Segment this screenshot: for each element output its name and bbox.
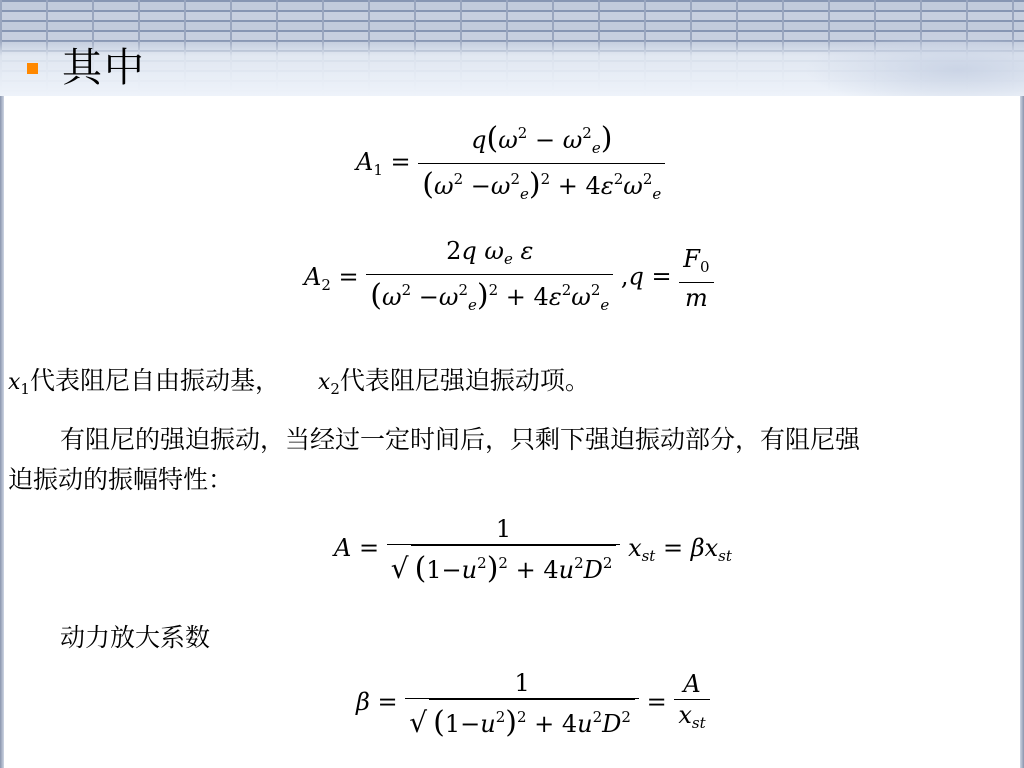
slide-content (4, 96, 1020, 768)
slide-title: 其中 (62, 45, 146, 91)
equation-beta-denominator: √ $(1-u^2)^2 + 4u^2D^2$ (405, 699, 639, 739)
text-x1-x2 (8, 363, 590, 407)
symbol-x2: $x_2$ (317, 370, 340, 398)
equation-amplitude-numerator: 1 (387, 514, 621, 545)
equation-beta-rhs-denominator: $x_{st}$ (678, 701, 706, 732)
slide-header (0, 0, 1024, 96)
slide-frame-right (1020, 96, 1024, 768)
text-x1-desc: 代表阻尼自由振动基， (29, 366, 280, 395)
equation-beta: β = $\frac{1}{√ (1-u^2)^2 + 4u^2D^2}$ = $\frac{A}{x_{st}}$ (356, 668, 710, 739)
equation-amplitude-denominator: √ $(1-u^2)^2 + 4u^2D^2$ (387, 545, 621, 585)
paragraph-line-2: 迫振动的振幅特性： (8, 465, 234, 494)
equation-q-fraction (679, 244, 713, 313)
equation-beta-rhs-fraction (674, 669, 709, 738)
equation-amplitude-fraction (387, 514, 621, 585)
equation-beta-rhs-numerator: A (674, 669, 709, 700)
equation-a1-fraction (418, 118, 665, 209)
equation-beta-numerator: 1 (405, 668, 639, 699)
symbol-x1: $x_1$ (8, 370, 30, 398)
equation-q-denominator: m (685, 283, 708, 312)
equation-a2-denominator: $(\omega^2 -\omega^2_e)^2 + 4\varepsilon^2\omega^2_e$ (370, 278, 610, 314)
equation-beta-fraction (405, 668, 639, 739)
equation-q-numerator: $F_0$ (679, 244, 713, 283)
equation-a2: $A_2$ = $\frac{2q \omega_e \varepsilon}{(\omega^2 -\omega^2_e)^2 + 4\varepsilon^2\omega^2_e}$ ,q = $\frac{F_0}{m}$ (304, 236, 714, 320)
equation-amplitude: A = $\frac{1}{√ (1-u^2)^2 + 4u^2D^2}$ $x_{st} = \beta x_{st}$ (334, 515, 732, 586)
bullet-icon (27, 63, 38, 74)
paragraph-line-1: 有阻尼的强迫振动，当经过一定时间后，只剩下强迫振动部分，有阻尼强 (60, 425, 861, 454)
text-x2-desc: 代表阻尼强迫振动项。 (339, 366, 590, 395)
equation-a1-denominator: $(\omega^2 -\omega^2_e)^2 + 4\varepsilon^2\omega^2_e$ (422, 167, 662, 203)
equation-a2-fraction (366, 236, 613, 320)
dynamic-factor-label: 动力放大系数 (60, 623, 211, 652)
equation-a1-numerator: $q(\omega^2 - \omega^2_e)$ (418, 118, 665, 164)
equation-a1: $A_1$ = $\frac{q(\omega^2 - \omega^2_e)}{(\omega^2 -\omega^2_e)^2 + 4\varepsilon^2\omega^2_e}$ (356, 118, 665, 209)
equation-a2-numerator: 2q $\omega_e$ ε (366, 236, 613, 275)
